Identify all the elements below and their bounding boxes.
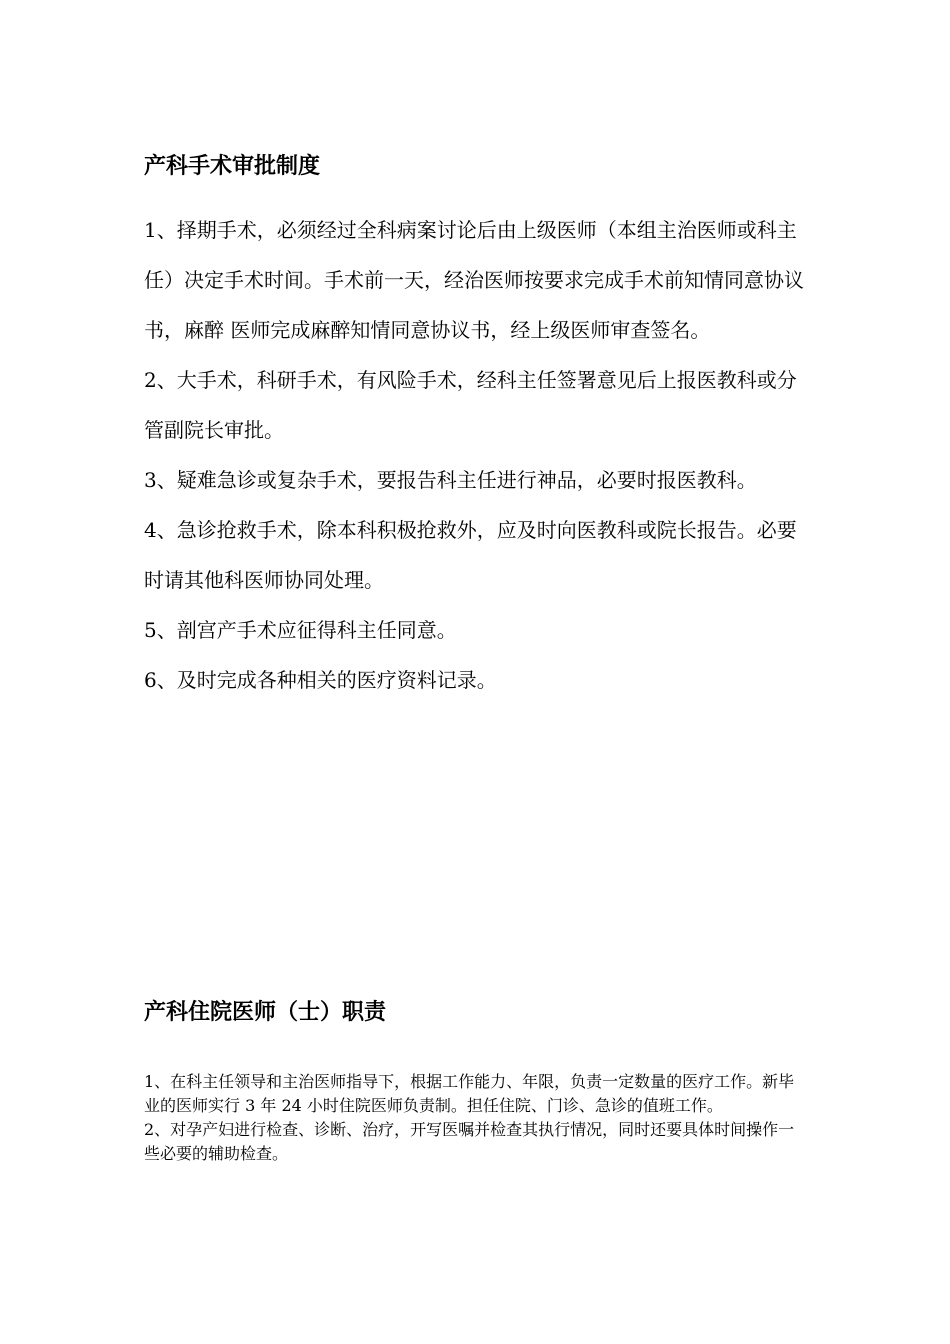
paragraph: 5、剖宫产手术应征得科主任同意。: [144, 618, 457, 642]
paragraph: 2、对孕产妇进行检查、诊断、治疗，开写医嘱并检查其执行情况，同时还要具体时间操作一些必要的辅助检查。: [144, 1120, 795, 1163]
paragraph: 2、大手术，科研手术，有风险手术，经科主任签署意见后上报医教科或分管副院长审批。: [144, 368, 797, 442]
section-title-surgery-approval: 产科手术审批制度: [144, 154, 321, 179]
section-body-surgery-approval: [144, 205, 809, 705]
section-title-resident-duties: 产科住院医师（士）职责: [144, 1000, 387, 1025]
paragraph: 3、疑难急诊或复杂手术，要报告科主任进行神品，必要时报医教科。: [144, 468, 757, 492]
paragraph: 6、及时完成各种相关的医疗资料记录。: [144, 668, 497, 692]
section-body-resident-duties: [144, 1070, 809, 1166]
paragraph: 1、在科主任领导和主治医师指导下，根据工作能力、年限，负责一定数量的医疗工作。新毕业的医师实行 3 年 24 小时住院医师负责制。担任住院、门诊、急诊的值班工作。: [144, 1072, 795, 1115]
paragraph: 1、择期手术，必须经过全科病案讨论后由上级医师（本组主治医师或科主任）决定手术时间。手术前一天，经治医师按要求完成手术前知情同意协议书，麻醉 医师完成麻醉知情同意协议书，经上级医师审查签名。: [144, 218, 804, 342]
paragraph: 4、急诊抢救手术，除本科积极抢救外，应及时向医教科或院长报告。必要时请其他科医师协同处理。: [144, 518, 797, 592]
